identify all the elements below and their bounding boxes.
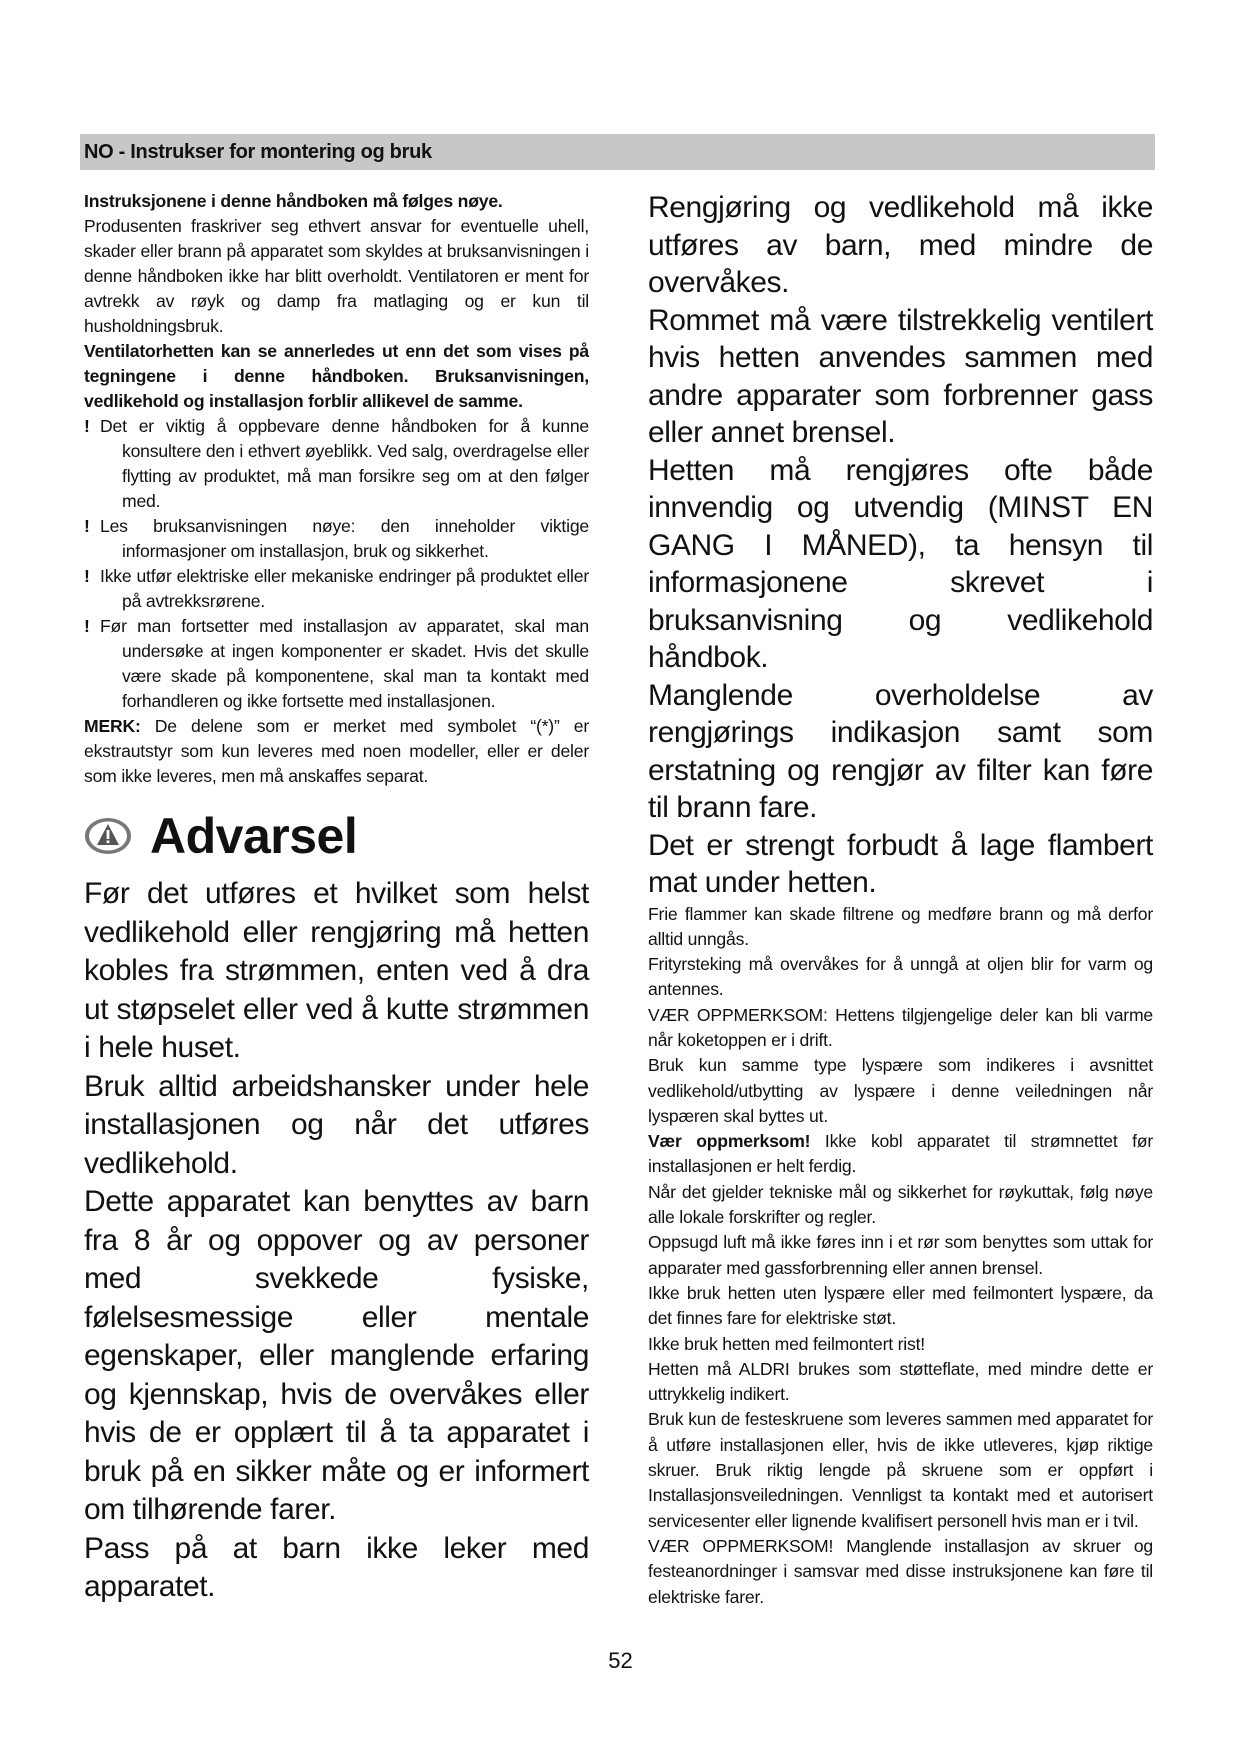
- bullet-text: Ikke utfør elektriske eller mekaniske endringer på produktet eller på avtrekksrørene.: [100, 566, 589, 611]
- large-paragraph: Manglende overholdelse av rengjørings indikasjon samt som erstatning og rengjør av filter kan føre til brann fare.: [648, 678, 1153, 824]
- warning-title: Advarsel: [150, 808, 358, 864]
- page-number: 52: [608, 1648, 633, 1673]
- warning-paragraph: Dette apparatet kan benyttes av barn fra 8 år og oppover og av personer med svekkede fysiske, følelsesmessige eller mentale egenskaper, eller manglende erfaring og kjennskap, hvis de overvåkes eller hvis de er opplært til å ta apparatet i bruk på en sikker måte og er informert om tilhørende farer.: [84, 1185, 589, 1526]
- exclamation-mark: !: [84, 616, 90, 636]
- exclamation-mark: !: [84, 416, 90, 436]
- small-paragraph: VÆR OPPMERKSOM! Manglende installasjon av skruer og festeanordninger i samsvar med disse instruksjonene kan føre til elektriske farer.: [648, 1535, 1153, 1607]
- exclamation-mark: !: [84, 566, 90, 586]
- small-paragraph: Hetten må ALDRI brukes som støtteflate, med mindre dette er uttrykkelig indikert.: [648, 1358, 1153, 1405]
- bullet-text: Les bruksanvisningen nøye: den inneholder viktige informasjoner om installasjon, bruk og sikkerhet.: [100, 516, 589, 561]
- attention-paragraph: [648, 1129, 1153, 1180]
- bullet-text: Før man fortsetter med installasjon av apparatet, skal man undersøke at ingen komponenter er skadet. Hvis det skulle være skade på komponentene, skal man ta kontakt med forhandleren og ikke fortsette med installasjonen.: [100, 616, 589, 711]
- bullet-item: [84, 514, 589, 564]
- intro-text: Produsenten fraskriver seg ethvert ansvar for eventuelle uhell, skader eller brann på apparatet som skyldes at bruksanvisningen i denne håndboken ikke har blitt overholdt. Ventilatoren er ment for avtrekk av røyk og damp fra matlaging og er kun til husholdningsbruk.: [84, 216, 589, 336]
- attention-text: Ikke kobl apparatet til strømnettet før installasjonen er helt ferdig.: [648, 1131, 1153, 1177]
- bullet-item: [84, 414, 589, 514]
- small-paragraph: Bruk kun samme type lyspære som indikeres i avsnittet vedlikehold/utbytting av lyspære i denne veiledningen når lyspæren skal byttes ut.: [648, 1055, 1153, 1126]
- large-paragraph: Rommet må være tilstrekkelig ventilert hvis hetten anvendes sammen med andre apparater som forbrenner gass eller annet brensel.: [648, 303, 1153, 449]
- large-paragraph: Hetten må rengjøres ofte både innvendig og utvendig (MINST EN GANG I MÅNED), ta hensyn til informasjonene skrevet i bruksanvisning og vedlikehold håndbok.: [648, 453, 1153, 674]
- bullet-text: Det er viktig å oppbevare denne håndboken for å kunne konsultere den i ethvert øyeblikk. Ved salg, overdragelse eller flytting av produktet, må man forsikre seg om at den følger med.: [100, 416, 589, 511]
- bullet-item: [84, 614, 589, 714]
- warning-heading: [84, 803, 589, 869]
- warning-icon: [84, 816, 132, 856]
- warning-paragraph: Pass på at barn ikke leker med apparatet.: [84, 1531, 589, 1603]
- intro-paragraph: [84, 189, 589, 339]
- bullet-item: [84, 564, 589, 614]
- merk-label: MERK:: [84, 716, 141, 736]
- small-paragraph: Bruk kun de festeskruene som leveres sammen med apparatet for å utføre installasjonen eller, hvis de ikke utleveres, kjøp riktige skruer. Bruk riktig lengde på skruene som er oppført i Installasjonsveiledningen. Vennligst ta kontakt med et autorisert servicesenter eller lignende kvalifisert personell hvis man er i tvil.: [648, 1409, 1153, 1531]
- small-paragraph: Ikke bruk hetten med feilmontert rist!: [648, 1333, 925, 1354]
- large-paragraph: Rengjøring og vedlikehold må ikke utføres av barn, med mindre de overvåkes.: [648, 191, 1153, 299]
- small-paragraph: Frityrsteking må overvåkes for å unngå at oljen blir for varm og antennes.: [648, 954, 1153, 1000]
- merk-note: [84, 714, 589, 789]
- small-paragraph: VÆR OPPMERKSOM: Hettens tilgjengelige deler kan bli varme når koketoppen er i drift.: [648, 1004, 1153, 1050]
- left-column: [84, 189, 589, 1607]
- variant-note: Ventilatorhetten kan se annerledes ut enn det som vises på tegningene i denne håndboken. Bruksanvisningen, vedlikehold og installasjon forblir allikevel de samme.: [84, 341, 589, 411]
- section-title: NO - Instrukser for montering og bruk: [84, 140, 432, 163]
- exclamation-mark: !: [84, 516, 90, 536]
- section-header: [80, 134, 1155, 170]
- attention-bold: Vær oppmerksom!: [648, 1131, 811, 1152]
- small-paragraph: Frie flammer kan skade filtrene og medføre brann og må derfor alltid unngås.: [648, 903, 1153, 949]
- intro-bold: Instruksjonene i denne håndboken må følges nøye.: [84, 191, 503, 211]
- large-paragraph: Det er strengt forbudt å lage flambert mat under hetten.: [648, 828, 1153, 899]
- small-paragraph: Når det gjelder tekniske mål og sikkerhet for røykuttak, følg nøye alle lokale forskrifter og regler.: [648, 1181, 1153, 1228]
- warning-paragraph: Før det utføres et hvilket som helst vedlikehold eller rengjøring må hetten kobles fra strømmen, enten ved å dra ut støpselet eller ved å kutte strømmen i hele huset.: [84, 877, 589, 1064]
- merk-text: De delene som er merket med symbolet “(*)” er ekstrautstyr som kun leveres med noen modeller, eller er deler som ikke leveres, men må anskaffes separat.: [84, 716, 589, 786]
- small-paragraph: Ikke bruk hetten uten lyspære eller med feilmontert lyspære, da det finnes fare for elektriske støt.: [648, 1282, 1153, 1329]
- small-paragraph: Oppsugd luft må ikke føres inn i et rør som benyttes som uttak for apparater med gassforbrenning eller annen brensel.: [648, 1232, 1153, 1278]
- warning-paragraph: Bruk alltid arbeidshansker under hele installasjonen og når det utføres vedlikehold.: [84, 1069, 589, 1180]
- right-column: [648, 189, 1153, 1610]
